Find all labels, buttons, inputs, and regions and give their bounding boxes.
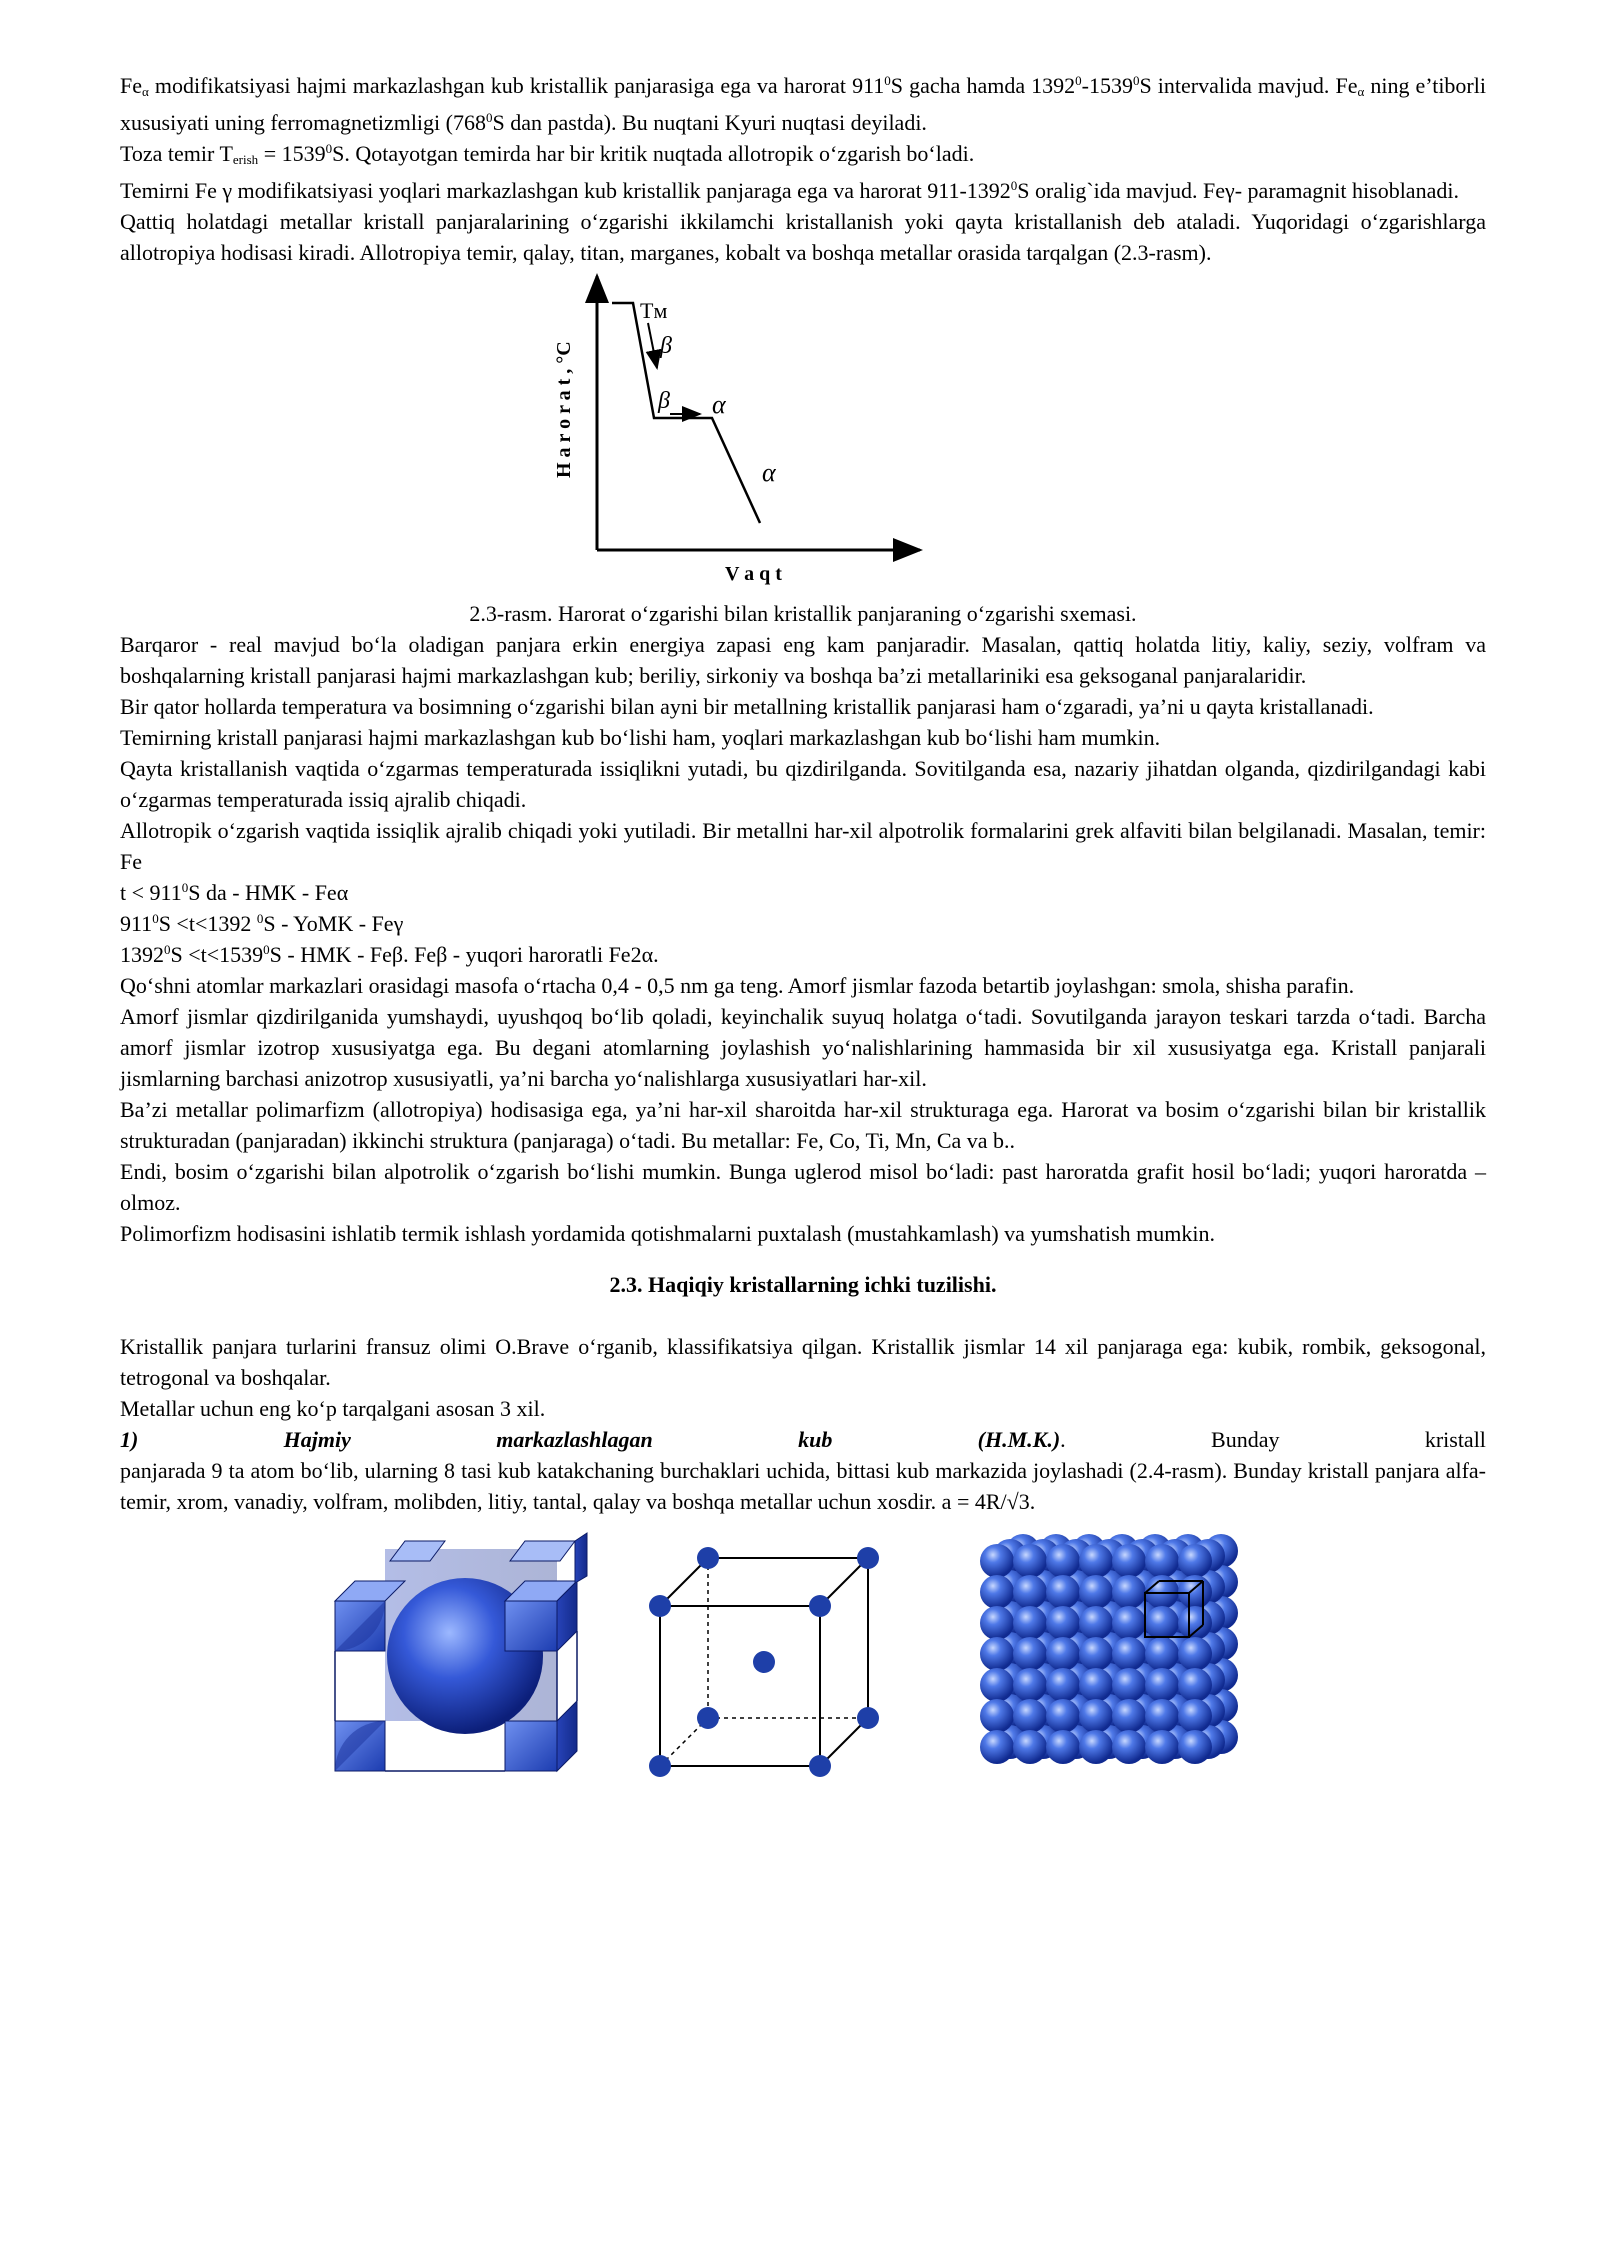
- text: kristall: [1424, 1427, 1486, 1452]
- document-page: [120, 70, 1486, 1801]
- superscript: 0: [884, 73, 891, 88]
- paragraph: Kristallik panjara turlarini fransuz olimi O.Brave o‘rganib, klassifikatsiya qilgan. Kristallik jismlar 14 xil panjaraga ega: kubik, rombik, geksogonal, tetrogonal va boshqalar.: [120, 1334, 1486, 1390]
- text: -1539: [1081, 73, 1133, 98]
- text: Hajmiy: [283, 1427, 351, 1452]
- bcc-packing-image: [975, 1531, 1275, 1791]
- text: Toza temir T: [120, 141, 233, 166]
- atom-sphere: [1079, 1730, 1113, 1764]
- list-item-heading: [120, 1424, 1486, 1455]
- superscript: 0: [1075, 73, 1082, 88]
- atom-sphere: [1112, 1668, 1146, 1702]
- text: [978, 1424, 1066, 1455]
- figure-2-4: [120, 1531, 1486, 1801]
- text: S intervalida mavjud. Fe: [1139, 73, 1358, 98]
- text: 911: [120, 911, 153, 936]
- paragraph: Amorf jismlar qizdirilganida yumshaydi, uyushqoq bo‘lib qoladi, keyinchalik suyuq holatga o‘tadi. Sovutilganda jarayon teskari tarzda o‘tadi. Barcha amorf jismlar izotrop xususiyatga ega. Bu degani atomlarning joylashish yo‘nalishlarining hammasida bir xil xususiyatga ega. Kristall panjarali jismlarning barchasi anizotrop xususiyatli, ya’ni barcha yo‘nalishlarga xususiyatlari har-xil.: [120, 1004, 1486, 1091]
- atom-sphere: [1046, 1606, 1080, 1640]
- formula-line: [120, 877, 1486, 908]
- section-heading: 2.3. Haqiqiy kristallarning ichki tuzilishi.: [609, 1272, 997, 1297]
- text: Fe: [120, 73, 142, 98]
- atom-sphere: [1013, 1575, 1047, 1609]
- text: S <t<1392: [158, 911, 257, 936]
- y-axis-label: H a r o r a t , °C: [553, 341, 575, 478]
- superscript: 0: [325, 141, 333, 156]
- paragraph: Endi, bosim o‘zgarishi bilan alpotrolik o‘zgarish bo‘lishi mumkin. Bunga uglerod misol bo‘ladi: past haroratda grafit hosil bo‘ladi; yuqori haroratda – olmoz.: [120, 1159, 1486, 1215]
- text: S oralig`ida mavjud. Feγ- paramagnit hisoblanadi.: [1017, 178, 1459, 203]
- paragraph: Barqaror - real mavjud bo‘la oladigan panjara erkin energiya zapasi eng kam panjaradir. Masalan, qattiq holatda litiy, kaliy, seziy, volfram va boshqalarning kristall panjarasi hajmi markazlashgan kub; beriliy, sirkoniy va boshqa ba’zi metallariniki esa geksoganal panjaralaridir.: [120, 632, 1486, 688]
- atom-sphere: [1112, 1575, 1146, 1609]
- alpha-label: α: [762, 458, 776, 487]
- atom-sphere: [1046, 1637, 1080, 1671]
- beta-label: β: [660, 333, 672, 359]
- atom-sphere: [980, 1637, 1014, 1671]
- text: S. Qotayotgan temirda har bir kritik nuqtada allotropik o‘zgarish bo‘ladi.: [332, 141, 975, 166]
- atom-sphere: [1079, 1575, 1113, 1609]
- atom-sphere: [1112, 1699, 1146, 1733]
- text: .: [1060, 1427, 1066, 1452]
- text: (H.M.K.): [977, 1427, 1061, 1452]
- text: = 1539: [258, 141, 326, 166]
- atom-sphere: [1178, 1668, 1212, 1702]
- atom-sphere: [1145, 1606, 1179, 1640]
- atom-sphere: [1013, 1606, 1047, 1640]
- atom-sphere: [1178, 1606, 1212, 1640]
- atom-sphere: [1079, 1637, 1113, 1671]
- text: Bunday: [1211, 1427, 1280, 1452]
- atom-sphere: [1112, 1606, 1146, 1640]
- text: S da - HMK - Feα: [188, 880, 349, 905]
- atom-sphere: [1046, 1575, 1080, 1609]
- atom-sphere: [1178, 1544, 1212, 1578]
- beta-label: β: [658, 388, 670, 414]
- text: 1): [120, 1427, 139, 1452]
- atom-sphere: [1013, 1699, 1047, 1733]
- superscript: 0: [1132, 73, 1140, 88]
- text: kub: [798, 1427, 833, 1452]
- atom-sphere: [1046, 1730, 1080, 1764]
- paragraph: Polimorfizm hodisasini ishlatib termik ishlash yordamida qotishmalarni puxtalash (mustahkamlash) va yumshatish mumkin.: [120, 1221, 1215, 1246]
- text: S <t<1539: [170, 942, 264, 967]
- superscript: 0: [1010, 178, 1018, 193]
- paragraph: Qattiq holatdagi metallar kristall panjaralarining o‘zgarishi ikkilamchi kristallanish yoki qayta kristallanish deb ataladi. Yuqoridagi o‘zgarishlarga allotropiya hodisasi kiradi. Allotropiya temir, qalay, titan, marganes, kobalt va boshqa metallar orasida tarqalgan (2.3-rasm).: [120, 209, 1486, 265]
- text: S - HMK - Feβ. Feβ - yuqori haroratli Fe2α.: [269, 942, 659, 967]
- atom-sphere: [980, 1606, 1014, 1640]
- atom-sphere: [980, 1699, 1014, 1733]
- paragraph: panjarada 9 ta atom bo‘lib, ularning 8 tasi kub katakchaning burchaklari uchida, bittasi kub markazida joylashadi (2.4-rasm). Bunday kristall panjara alfa-temir, xrom, vanadiy, volfram, molibden, litiy, tantal, qalay va boshqa metallar uchun xosdir. a = 4R/√3.: [120, 1458, 1486, 1514]
- superscript: 0: [181, 880, 189, 895]
- atom-sphere: [1145, 1699, 1179, 1733]
- text: markazlashlagan: [496, 1427, 653, 1452]
- atom-sphere: [1079, 1544, 1113, 1578]
- superscript: 0: [263, 942, 270, 957]
- paragraph: Qo‘shni atomlar markazlari orasidagi masofa o‘rtacha 0,4 - 0,5 nm ga teng. Amorf jismlar fazoda betartib joylashgan: smola, shisha parafin.: [120, 973, 1355, 998]
- atom-sphere: [980, 1668, 1014, 1702]
- paragraph: [120, 138, 1486, 175]
- atom-sphere: [980, 1544, 1014, 1578]
- atom-sphere: [1112, 1730, 1146, 1764]
- formula-line: [120, 939, 1486, 970]
- atom-sphere: [1112, 1544, 1146, 1578]
- text: 1392: [120, 942, 164, 967]
- formula-line: [120, 908, 1486, 939]
- paragraph: Temirning kristall panjarasi hajmi markazlashgan kub bo‘lishi ham, yoqlari markazlashgan kub bo‘lishi ham mumkin.: [120, 725, 1161, 750]
- atom-sphere: [980, 1575, 1014, 1609]
- atom-sphere: [1145, 1637, 1179, 1671]
- paragraph: Ba’zi metallar polimarfizm (allotropiya) hodisasiga ega, ya’ni har-xil sharoitda har-xil strukturaga ega. Harorat va bosim o‘zgarishi bilan bir kristallik strukturadan (panjaradan) ikkinchi struktura (panjaraga) o‘tadi. Bu metallar: Fe, Co, Ti, Mn, Ca va b..: [120, 1097, 1486, 1153]
- paragraph: Bir qator hollarda temperatura va bosimning o‘zgarishi bilan ayni bir metallning kristallik panjarasi ham o‘zgaradi, ya’ni u qayta kristallanadi.: [120, 694, 1374, 719]
- atom-sphere: [1079, 1668, 1113, 1702]
- paragraph: Allotropik o‘zgarish vaqtida issiqlik ajralib chiqadi yoki yutiladi. Bir metallni har-xil alpotrolik formalarini grek alfaviti bilan belgilanadi. Masalan, temir: Fe: [120, 818, 1486, 874]
- bcc-wireframe-image: [640, 1531, 880, 1791]
- temperature-time-diagram: [550, 268, 970, 598]
- bcc-solid-cell-image: [325, 1531, 595, 1791]
- text: S - YoMK - Feγ: [263, 911, 404, 936]
- alpha-label: α: [712, 390, 726, 419]
- figure-caption: 2.3-rasm. Harorat o‘zgarishi bilan kristallik panjaraning o‘zgarishi sxemasi.: [469, 601, 1137, 626]
- superscript: 0: [486, 110, 493, 125]
- paragraph: Qayta kristallanish vaqtida o‘zgarmas temperaturada issiqlikni yutadi, bu qizdirilganda. Sovitilganda esa, nazariy jihatdan olganda, qizdirilgandagi kabi o‘zgarmas temperaturada issiq ajralib chiqadi.: [120, 756, 1486, 812]
- text: S dan pastda). Bu nuqtani Kyuri nuqtasi deyiladi.: [492, 110, 927, 135]
- atom-sphere: [1013, 1730, 1047, 1764]
- atom-sphere: [1046, 1668, 1080, 1702]
- x-axis-label: V a q t: [725, 563, 782, 585]
- text: ning e’tiborli xususiyati uning ferromagnetizmligi (768: [120, 73, 1486, 135]
- text: Temirni Fe γ modifikatsiyasi yoqlari markazlashgan kub kristallik panjaraga ega va harorat 911-1392: [120, 178, 1011, 203]
- atom-sphere: [1013, 1668, 1047, 1702]
- figure-2-3: [120, 268, 1486, 598]
- paragraph: Metallar uchun eng ko‘p tarqalgani asosan 3 xil.: [120, 1396, 546, 1421]
- paragraph: [120, 175, 1486, 206]
- atom-sphere: [1013, 1544, 1047, 1578]
- atom-sphere: [1145, 1730, 1179, 1764]
- superscript: 0: [152, 911, 159, 926]
- atom-sphere: [1079, 1699, 1113, 1733]
- atom-sphere: [1178, 1699, 1212, 1733]
- atom-sphere: [1145, 1544, 1179, 1578]
- atom-sphere: [1178, 1730, 1212, 1764]
- text: t < 911: [120, 880, 182, 905]
- atom-sphere: [1145, 1668, 1179, 1702]
- atom-sphere: [1112, 1637, 1146, 1671]
- atom-sphere: [980, 1730, 1014, 1764]
- transform-arrow: [648, 323, 657, 368]
- superscript: 0: [256, 911, 264, 926]
- atom-sphere: [1178, 1637, 1212, 1671]
- text: modifikatsiyasi hajmi markazlashgan kub kristallik panjarasiga ega va harorat 911: [148, 73, 885, 98]
- paragraph: [120, 70, 1486, 138]
- atom-sphere: [1046, 1699, 1080, 1733]
- atom-sphere: [1046, 1544, 1080, 1578]
- atom-sphere: [1013, 1637, 1047, 1671]
- text: S gacha hamda 1392: [890, 73, 1076, 98]
- subscript: erish: [232, 152, 259, 167]
- subscript: α: [1357, 84, 1365, 99]
- atom-sphere: [1079, 1606, 1113, 1640]
- subscript: α: [142, 84, 149, 99]
- superscript: 0: [164, 942, 171, 957]
- tm-label: Tм: [640, 298, 668, 323]
